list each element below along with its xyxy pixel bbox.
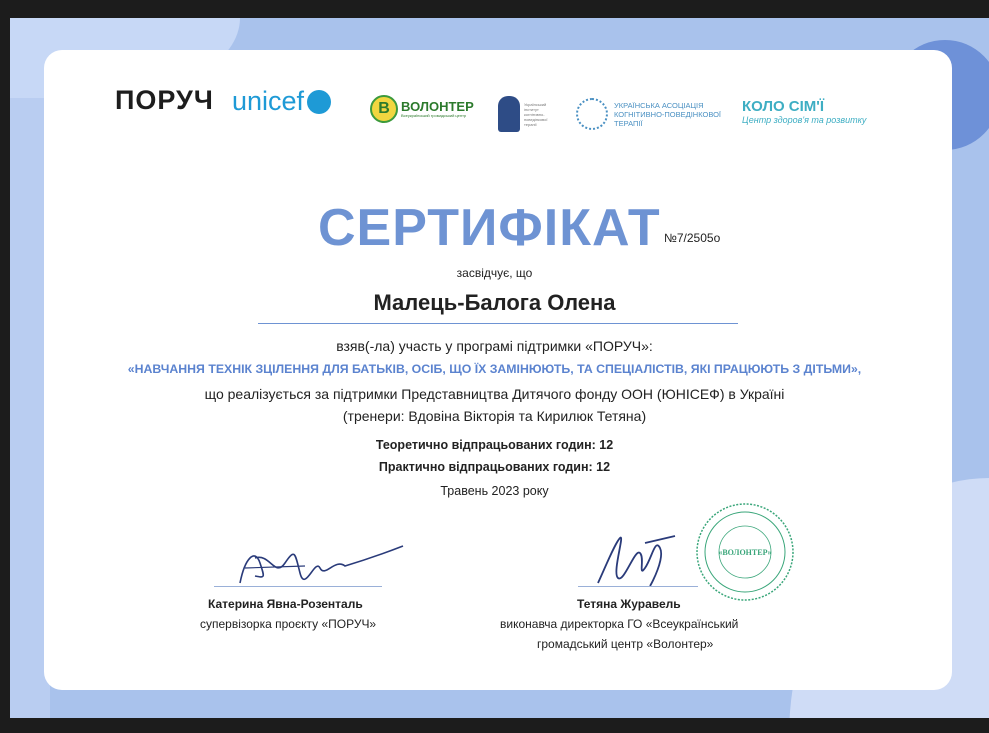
theory-hours: Теоретично відпрацьованих годин: 12 (375, 438, 614, 452)
certificate-number: №7/2505о (664, 231, 721, 245)
kolo-logo-name: КОЛО СІМ'Ї (742, 98, 825, 115)
program-title: «НАВЧАННЯ ТЕХНІК ЗЦІЛЕННЯ ДЛЯ БАТЬКІВ, ОСІБ, ЩО ЇХ ЗАМІНЮЮТЬ, ТА СПЕЦІАЛІСТІВ, ЯКІ ПРАЦЮЮТЬ З ДІТЬМИ», (127, 362, 862, 376)
practice-hours: Практично відпрацьованих годин: 12 (378, 460, 611, 474)
poruch-logo-text: ПОРУЧ (115, 85, 214, 115)
association-line-2: КОГНІТИВНО-ПОВЕДІНКОВОЇ (614, 109, 721, 119)
left-signature-line (214, 586, 382, 587)
unicef-logo (232, 86, 331, 117)
institute-logo-text: Український інститут когнітивно-поведінкової терапії (524, 101, 548, 127)
organization-stamp (695, 502, 795, 602)
certificate-title: СЕРТИФІКАТ (318, 199, 661, 257)
unicef-logo-text: unicef (232, 86, 305, 116)
tree-icon (576, 98, 608, 130)
right-signer-role-line-2: громадський центр «Волонтер» (537, 637, 714, 651)
right-signature (590, 528, 680, 588)
volunteer-badge-icon: В (370, 95, 398, 123)
left-signer-role: супервізорка проєкту «ПОРУЧ» (200, 617, 377, 631)
volunteer-logo (370, 95, 474, 123)
kolo-simi-logo (742, 98, 866, 125)
participation-text: взяв(-ла) участь у програмі підтримки «ПОРУЧ»: (336, 338, 653, 354)
volunteer-logo-sub: Всеукраїнський громадський центр (401, 113, 467, 118)
support-text: що реалізується за підтримки Представництва Дитячого фонду ООН (ЮНІСЕФ) в Україні (204, 386, 785, 402)
certifies-text: засвідчує, що (456, 266, 533, 280)
left-signer-name: Катерина Явна-Розенталь (208, 597, 363, 611)
right-signer-name: Тетяна Журавель (577, 597, 681, 611)
kolo-logo-sub: Центр здоров'я та розвитку (742, 115, 867, 125)
right-signature-line (578, 586, 698, 587)
institute-logo (498, 96, 554, 132)
owl-icon (498, 96, 520, 132)
association-line-3: ТЕРАПІЇ (614, 118, 643, 128)
association-logo (576, 98, 721, 130)
trainers-text: (тренери: Вдовіна Вікторія та Кирилюк Тетяна) (342, 408, 647, 424)
unicef-globe-icon (307, 90, 331, 114)
stamp-text: «ВОЛОНТЕР» (718, 548, 772, 557)
certificate-date: Травень 2023 року (440, 484, 549, 498)
association-line-1: УКРАЇНСЬКА АСОЦІАЦІЯ (614, 100, 704, 110)
recipient-name: Малець-Балога Олена (373, 290, 616, 315)
left-signature (225, 538, 405, 588)
poruch-logo (115, 85, 214, 116)
name-underline (258, 323, 738, 324)
right-signer-role-line-1: виконавча директорка ГО «Всеукраїнський (500, 617, 739, 631)
volunteer-logo-name: ВОЛОНТЕР (401, 99, 474, 114)
